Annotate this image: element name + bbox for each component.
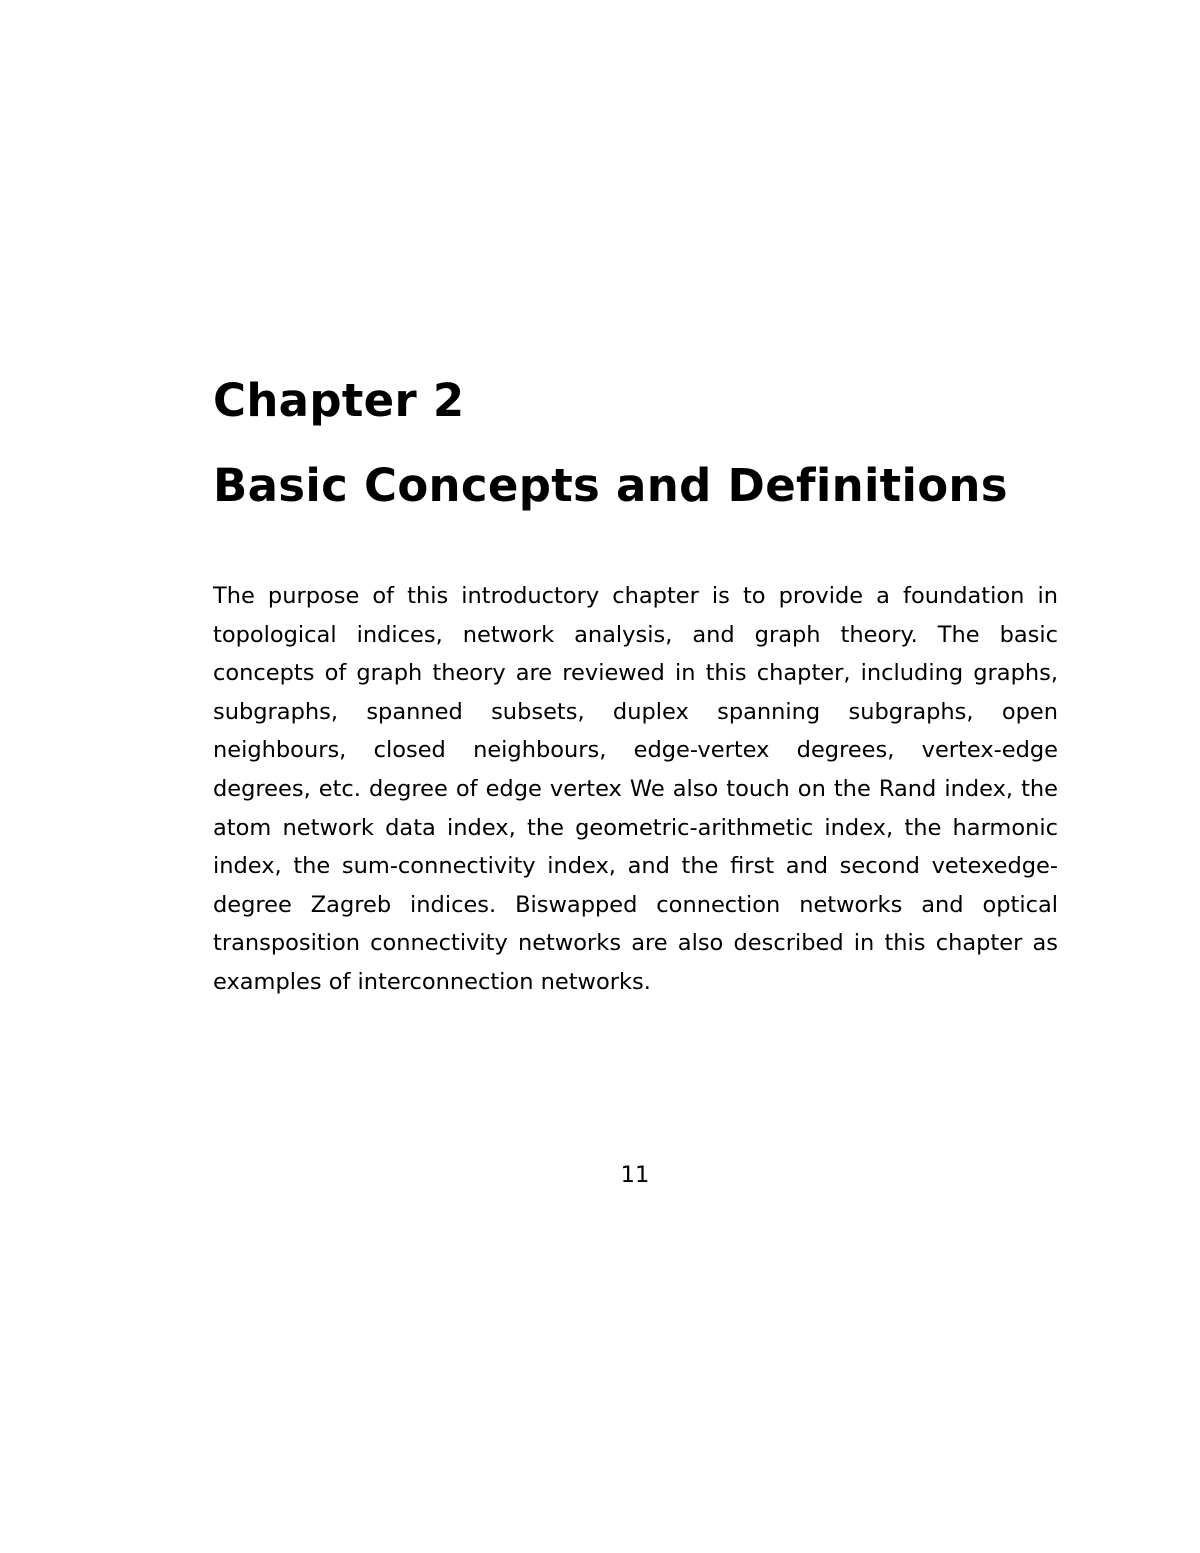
chapter-title-heading: Basic Concepts and Definitions: [213, 459, 1008, 512]
chapter-introduction-paragraph: The purpose of this introductory chapter is to provide a foundation in topological indices, network analysis, and graph theory. The basic concepts of graph theory are reviewed in this chapter, including graphs, subgraphs, spanned subsets, duplex spanning subgraphs, open neighbours, closed neighbours, edge-vertex degrees, vertex-edge degrees, etc. degree of edge vertex We also touch on the Rand index, the atom network data index, the geometric-arithmetic index, the harmonic index, the sum-connectivity index, and the first and second vetexedge-degree Zagreb indices. Biswapped connection networks and optical transposition connectivity networks are also described in this chapter as examples of interconnection networks.: [213, 583, 1058, 995]
chapter-number-heading: Chapter 2: [213, 374, 465, 427]
page-number: 11: [620, 1162, 650, 1188]
